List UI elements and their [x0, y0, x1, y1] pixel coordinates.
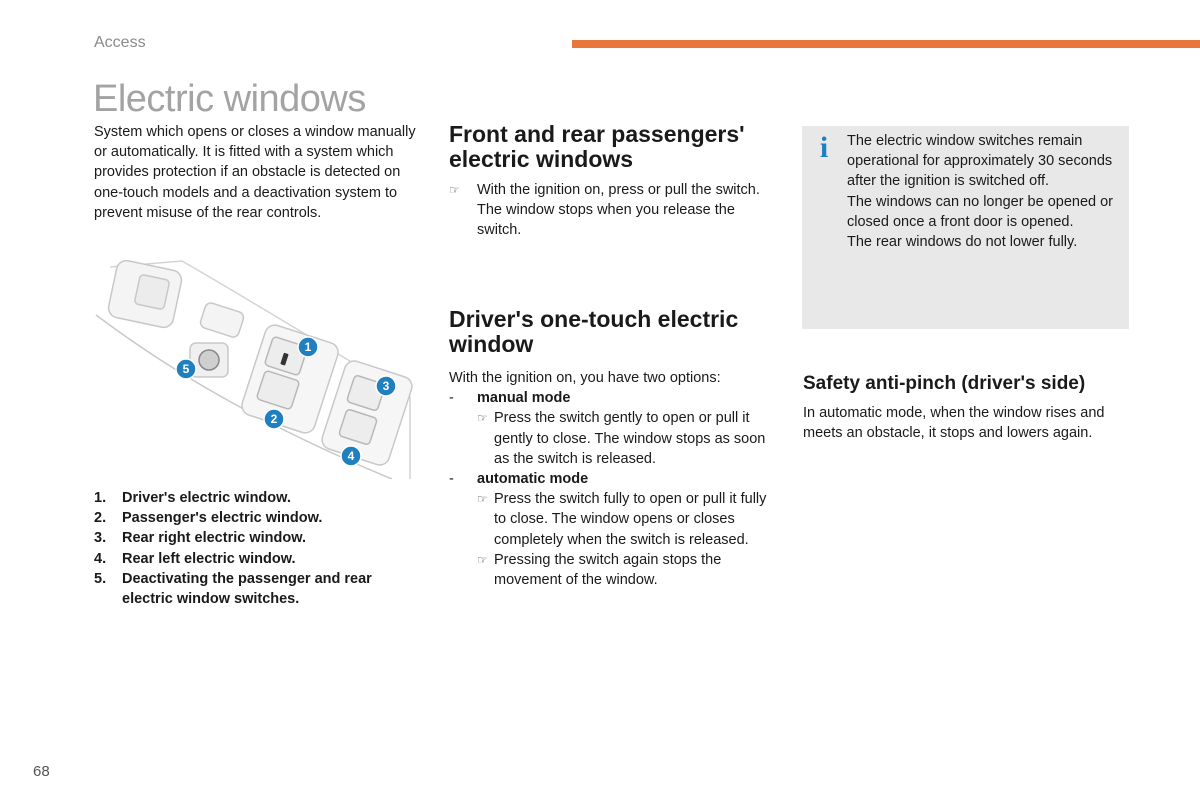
legend-item: 5. Deactivating the passenger and rear electric window switches.	[94, 570, 372, 608]
page-title: Electric windows	[93, 78, 366, 120]
header-accent-bar	[572, 40, 1200, 48]
front-rear-section	[449, 122, 769, 241]
callout-2-label: 2	[270, 412, 278, 426]
callout-1-label: 1	[304, 340, 312, 354]
info-text: The electric window switches remain operational for approximately 30 seconds after the ignition is switched off. The windows can no longer be opened or closed once a front door is opened. The rear windows do not lower fully.	[847, 133, 1114, 251]
callout-5-label: 5	[182, 362, 190, 376]
automatic-mode-instruction: ☞ Press the switch fully to open or pull it fully to close. The window opens or closes completely when the switch is released.	[449, 489, 769, 550]
figure-legend	[94, 488, 414, 609]
driver-lead: With the ignition on, you have two options:	[449, 370, 721, 386]
automatic-mode-option: - automatic mode	[449, 471, 589, 488]
front-rear-heading: Front and rear passengers' electric windows	[449, 121, 745, 172]
safety-heading: Safety anti-pinch (driver's side)	[803, 373, 1086, 394]
pointing-hand-icon: ☞	[477, 492, 488, 507]
pointing-hand-icon: ☞	[449, 183, 460, 197]
manual-mode-instruction: ☞ Press the switch gently to open or pull it gently to close. The window stops as soon as the switch is released.	[449, 408, 769, 469]
section-label: Access	[94, 34, 146, 51]
page-number: 68	[33, 763, 50, 780]
safety-text: In automatic mode, when the window rises and meets an obstacle, it stops and lowers again.	[803, 405, 1105, 442]
legend-item: 4. Rear left electric window.	[94, 550, 296, 567]
info-box	[802, 126, 1129, 329]
legend-item: 3. Rear right electric window.	[94, 530, 306, 547]
window-switch-panel-illustration	[92, 257, 414, 479]
callout-3-label: 3	[382, 379, 390, 393]
callout-4-label: 4	[347, 449, 355, 463]
manual-mode-option: - manual mode	[449, 390, 571, 407]
driver-section	[449, 307, 769, 590]
info-icon: i	[819, 131, 829, 164]
front-rear-instruction: ☞ With the ignition on, press or pull the switch. The window stops when you release the switch.	[449, 180, 769, 241]
pointing-hand-icon: ☞	[477, 552, 488, 567]
legend-item: 2. Passenger's electric window.	[94, 510, 323, 527]
pointing-hand-icon: ☞	[477, 411, 488, 426]
stop-instruction: ☞ Pressing the switch again stops the movement of the window.	[449, 550, 769, 590]
legend-item: 1. Driver's electric window.	[94, 490, 291, 506]
driver-heading: Driver's one-touch electric window	[449, 306, 739, 357]
intro-paragraph: System which opens or closes a window manually or automatically. It is fitted with a system which provides protection if an obstacle is detected on one-touch models and a deactivation system to prevent misuse of the rear controls.	[94, 124, 416, 221]
